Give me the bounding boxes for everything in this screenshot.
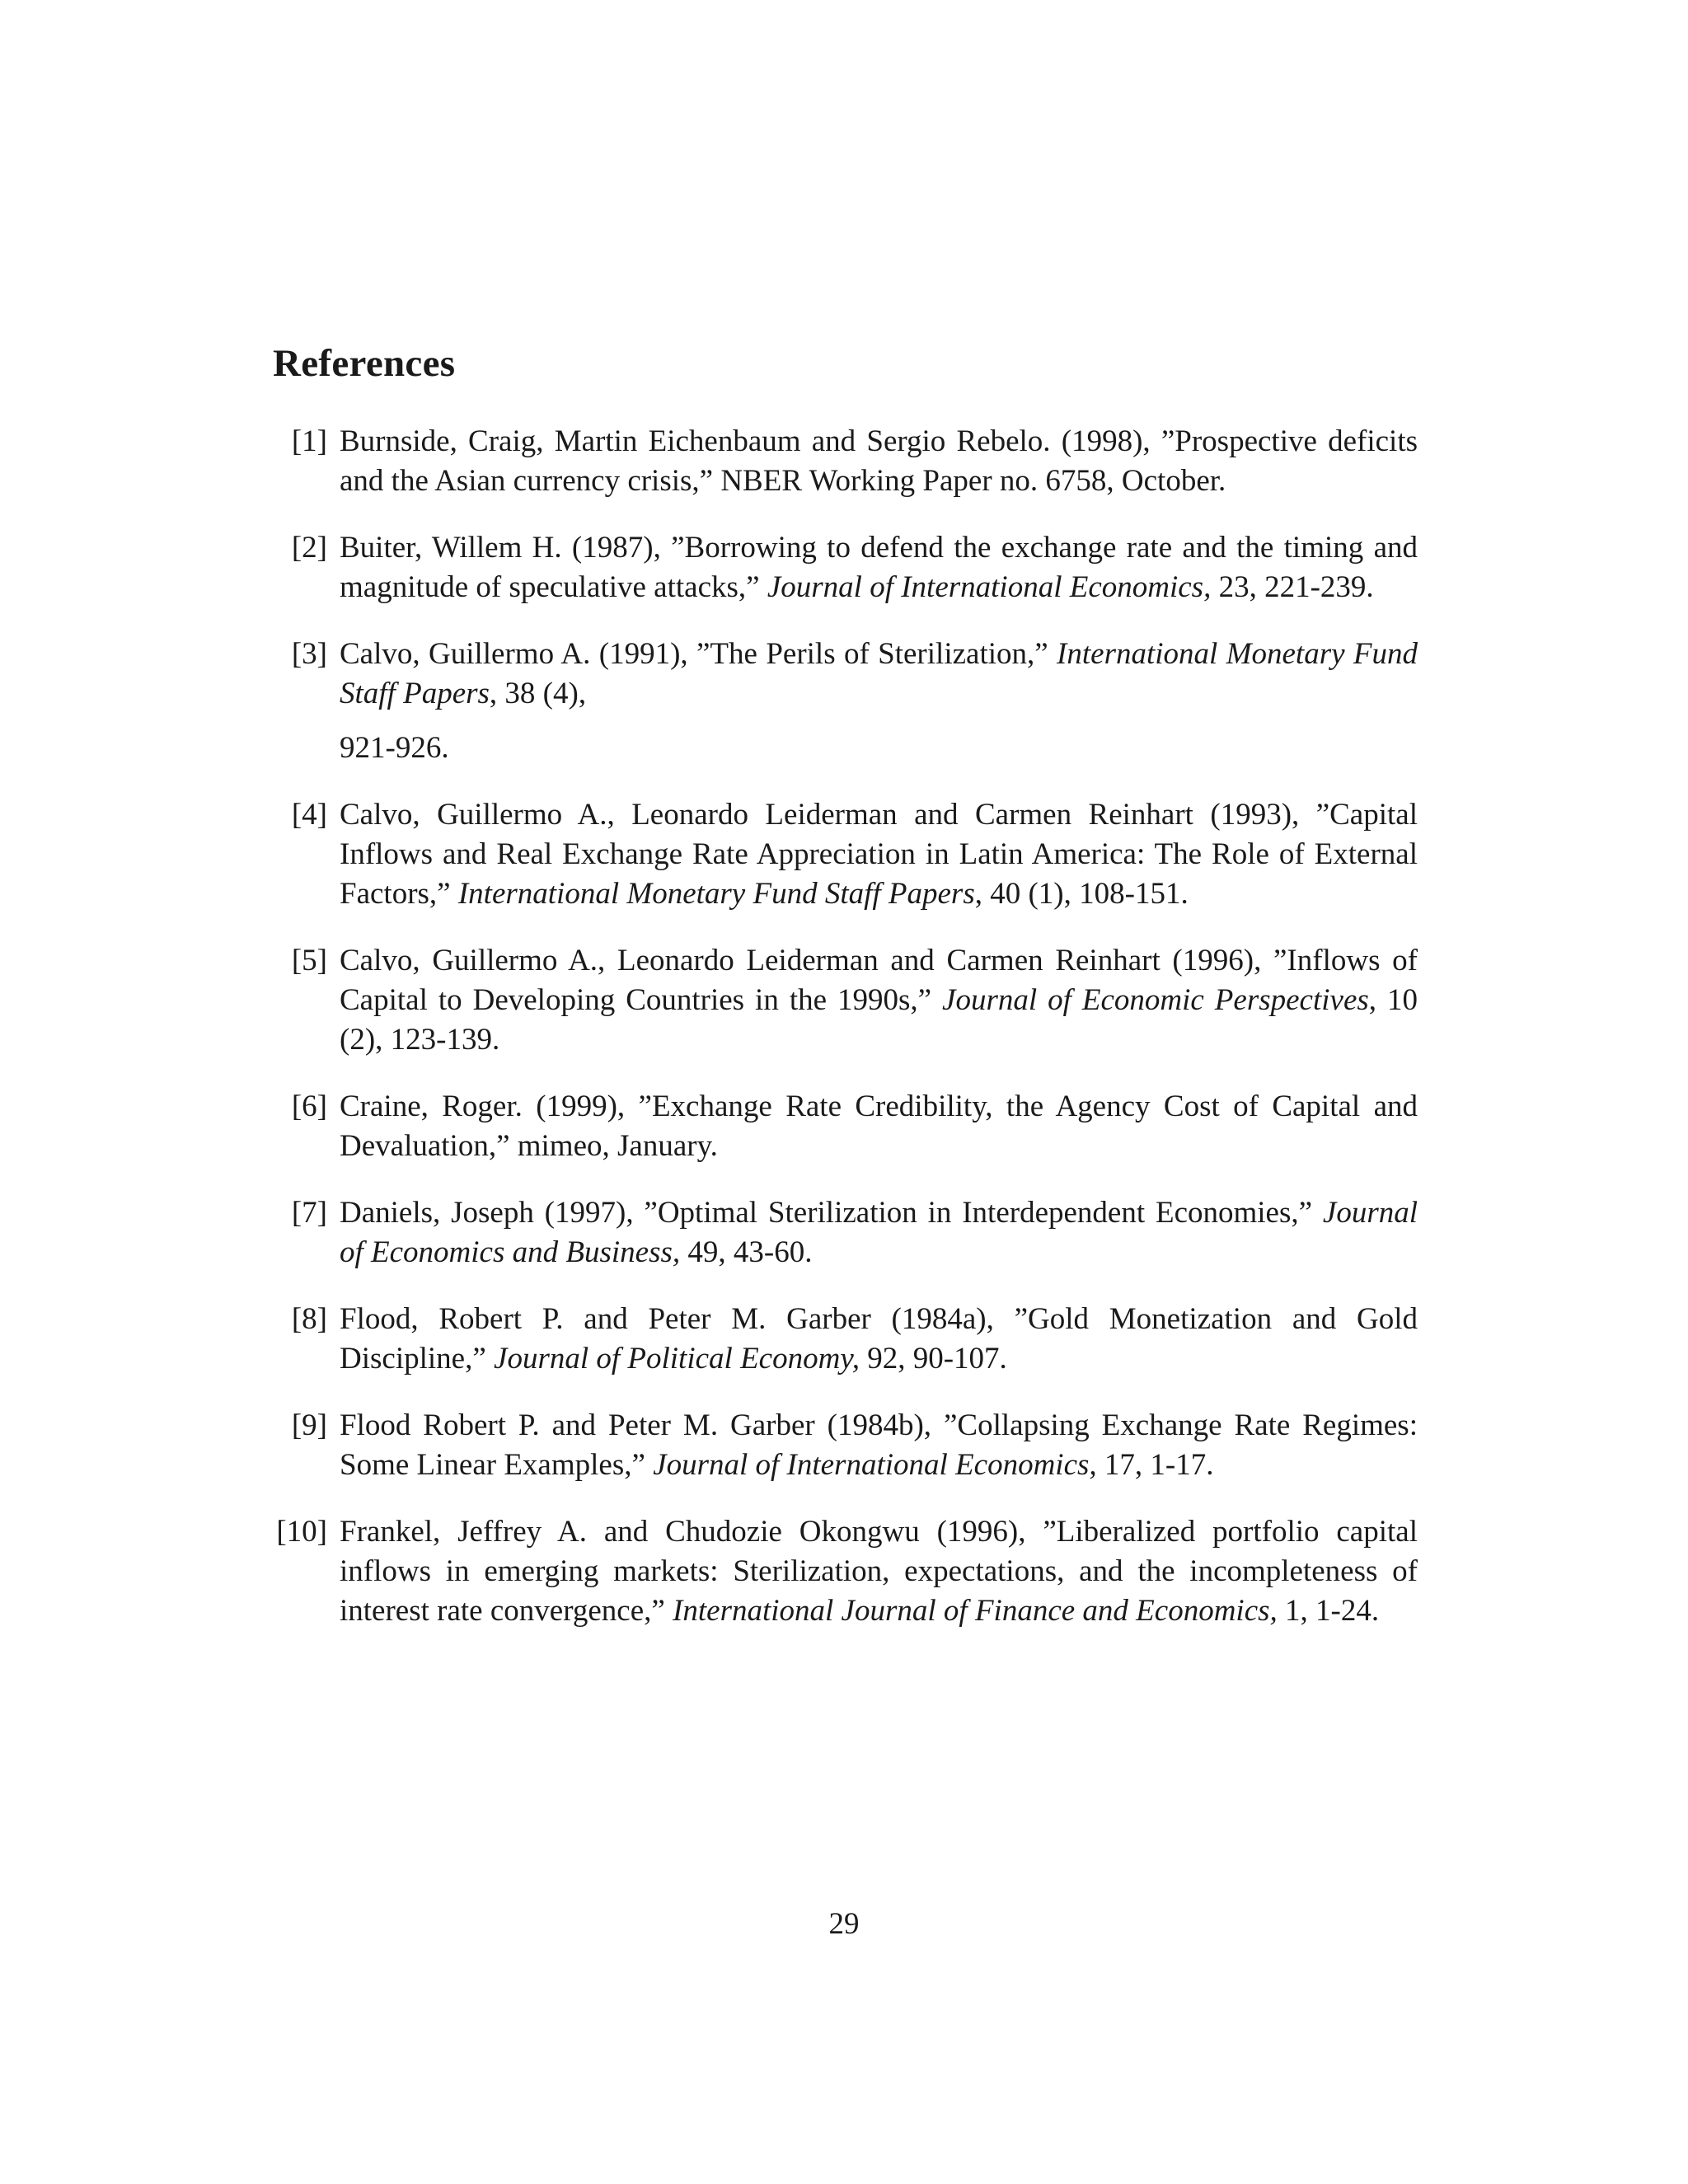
page-number: 29 <box>828 1907 860 1941</box>
reference-item-4 <box>291 795 1418 914</box>
journal-title: International Journal of Finance and Economics, <box>673 1594 1278 1628</box>
reference-number: [7] <box>291 1196 327 1230</box>
journal-title: International Monetary Fund Staff Papers <box>340 637 1418 710</box>
journal-title: Journal of International Economics, <box>767 570 1212 604</box>
reference-item-3 <box>291 635 1418 768</box>
reference-number: [6] <box>291 1090 327 1123</box>
journal-title: Journal of Political Economy, <box>494 1342 860 1376</box>
reference-item-9 <box>291 1406 1418 1485</box>
reference-text: Flood Robert P. and Peter M. Garber (1984b), ”Collapsing Exchange Rate Regimes: Some Linear Examples,” Journal of International Economics, 17, 1-17. <box>340 1408 1418 1482</box>
reference-text: Flood, Robert P. and Peter M. Garber (1984a), ”Gold Monetization and Gold Discipline,” Journal of Political Economy, 92, 90-107. <box>340 1302 1418 1376</box>
journal-title: Journal of International Economics, <box>653 1448 1097 1482</box>
reference-item-7 <box>291 1193 1418 1272</box>
reference-item-2 <box>291 528 1418 607</box>
section-title: References <box>273 342 456 385</box>
reference-number: [10] <box>276 1515 327 1549</box>
reference-text: Calvo, Guillermo A. (1991), ”The Perils of Sterilization,” International Monetary Fund Staff Papers, 38 (4), <box>340 637 1418 710</box>
reference-number: [8] <box>291 1302 327 1336</box>
reference-text: Daniels, Joseph (1997), ”Optimal Sterilization in Interdependent Economies,” Journal of Economics and Business, 49, 43-60. <box>340 1196 1418 1269</box>
reference-item-8 <box>291 1300 1418 1379</box>
reference-text: Burnside, Craig, Martin Eichenbaum and Sergio Rebelo. (1998), ”Prospective deficits and the Asian currency crisis,” NBER Working Paper no. 6758, October. <box>340 424 1418 498</box>
reference-item-5 <box>291 941 1418 1060</box>
reference-number: [2] <box>291 531 327 565</box>
reference-pages: 921-926. <box>340 731 449 765</box>
reference-number: [5] <box>291 944 327 977</box>
reference-number: [1] <box>291 424 327 458</box>
reference-list <box>0 422 1688 1658</box>
reference-number: [4] <box>291 798 327 832</box>
reference-item-6 <box>291 1087 1418 1166</box>
reference-text: Craine, Roger. (1999), ”Exchange Rate Credibility, the Agency Cost of Capital and Devaluation,” mimeo, January. <box>340 1090 1418 1163</box>
journal-title: Journal of Economic Perspectives <box>942 983 1369 1017</box>
reference-number: [3] <box>291 637 327 671</box>
reference-text: Calvo, Guillermo A., Leonardo Leiderman and Carmen Reinhart (1993), ”Capital Inflows and Real Exchange Rate Appreciation in Latin America: The Role of External Factors,” International Monetary Fund Staff Papers, 40 (1), 108-151. <box>340 798 1418 911</box>
journal-title: Journal of Economics and Business, <box>340 1196 1418 1269</box>
reference-item-1 <box>291 422 1418 501</box>
reference-text: Buiter, Willem H. (1987), ”Borrowing to defend the exchange rate and the timing and magnitude of speculative attacks,” Journal of International Economics, 23, 221-239. <box>340 531 1418 604</box>
reference-text: Frankel, Jeffrey A. and Chudozie Okongwu (1996), ”Liberalized portfolio capital inflows in emerging markets: Sterilization, expectations, and the incompleteness of interest rate convergence,” International Journal of Finance and Economics, 1, 1-24. <box>340 1515 1418 1628</box>
reference-number: [9] <box>291 1408 327 1442</box>
journal-title: International Monetary Fund Staff Papers <box>457 877 975 911</box>
reference-item-10 <box>276 1512 1418 1631</box>
reference-text: Calvo, Guillermo A., Leonardo Leiderman and Carmen Reinhart (1996), ”Inflows of Capital to Developing Countries in the 1990s,” Journal of Economic Perspectives, 10 (2), 123-139. <box>340 944 1418 1057</box>
